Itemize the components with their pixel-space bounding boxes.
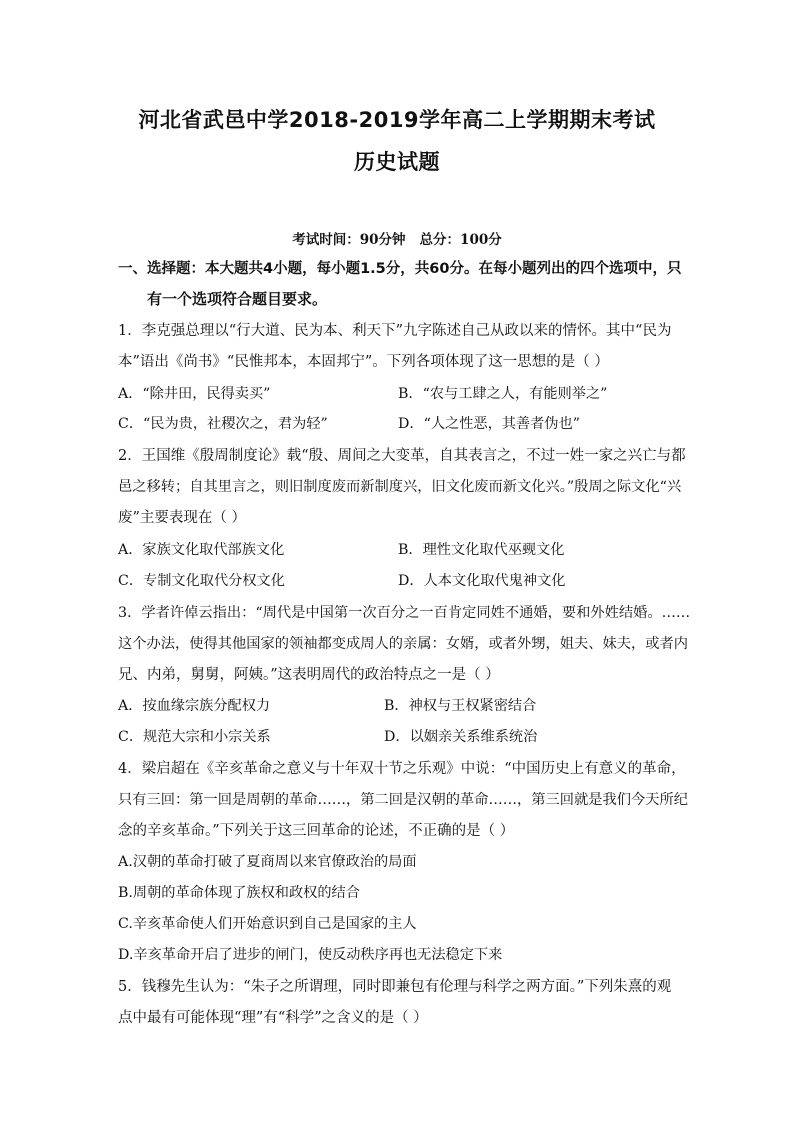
question-3-option-a: A．按血缘宗族分配权力	[118, 698, 271, 714]
question-3-option-b: B．神权与王权紧密结合	[384, 698, 537, 714]
question-4-line-3: 念的辛亥革命。”下列关于这三回革命的论述，不正确的是（ ）	[118, 823, 515, 839]
question-1-option-c: C．“民为贵，社稷次之，君为轻”	[118, 416, 328, 432]
question-4-line-1: 4．梁启超在《辛亥革命之意义与十年双十节之乐观》中说：“中国历史上有意义的革命，	[118, 761, 686, 777]
question-3-option-d: D．以姻亲关系维系统治	[384, 729, 538, 745]
question-3-option-c: C．规范大宗和小宗关系	[118, 729, 271, 745]
question-2-option-c: C．专制文化取代分权文化	[118, 573, 285, 589]
question-1-option-d: D．“人之性恶，其善者伪也”	[398, 416, 580, 432]
exam-title: 河北省武邑中学2018-2019学年高二上学期期末考试	[138, 108, 656, 132]
question-4-option-a: A.汉朝的革命打破了夏商周以来官僚政治的局面	[118, 854, 417, 870]
question-1-line-2: 本”语出《尚书》“民惟邦本，本固邦宁”。下列各项体现了这一思想的是（ ）	[118, 354, 609, 370]
subject-title: 历史试题	[354, 150, 440, 174]
question-1-option-b: B．“农与工肆之人，有能则举之”	[398, 386, 608, 402]
question-1-option-a: A．“除井田，民得卖买”	[118, 386, 271, 402]
question-2-option-a: A．家族文化取代部族文化	[118, 542, 285, 558]
question-4-option-b: B.周朝的革命体现了族权和政权的结合	[118, 885, 360, 901]
question-3-line-3: 兄、内弟，舅舅，阿姨。”这表明周代的政治特点之一是（ ）	[118, 667, 500, 683]
question-4-line-2: 只有三回：第一回是周朝的革命……，第二回是汉朝的革命……，第三回就是我们今天所纪	[118, 792, 689, 808]
question-2-line-2: 邑之移转；自其里言之，则旧制度废而新制度兴，旧文化废而新文化兴。”殷周之际文化“兴	[118, 479, 682, 495]
question-2-line-3: 废”主要表现在（ ）	[118, 510, 247, 526]
question-3-line-1: 3．学者许倬云指出：“周代是中国第一次百分之一百肯定同姓不通婚，要和外姓结婚。……	[118, 605, 691, 621]
section-heading: 一、选择题：本大题共4小题，每小题1.5分，共60分。在每小题列出的四个选项中，只	[118, 261, 682, 277]
question-4-option-c: C.辛亥革命使人们开始意识到自己是国家的主人	[118, 916, 417, 932]
question-5-line-1: 5．钱穆先生认为：“朱子之所谓理，同时即兼包有伦理与科学之两方面。”下列朱熹的观	[118, 979, 672, 995]
question-5-line-2: 点中最有可能体现“理”有“科学”之含义的是（ ）	[118, 1010, 428, 1026]
question-3-line-2: 这个办法，使得其他国家的领袖都变成周人的亲属：女婿，或者外甥，姐夫、妹夫，或者内	[118, 636, 689, 652]
question-1-line-1: 1．李克强总理以“行大道、民为本、利天下”九字陈述自己从政以来的情怀。其中“民为	[118, 323, 672, 339]
section-heading-cont: 有一个选项符合题目要求。	[147, 290, 328, 308]
question-2-option-b: B．理性文化取代巫觋文化	[398, 542, 565, 558]
exam-time: 考试时间：90分钟	[292, 232, 406, 248]
total-score: 总分：100分	[419, 232, 502, 248]
question-2-option-d: D．人本文化取代鬼神文化	[398, 573, 566, 589]
question-2-line-1: 2．王国维《殷周制度论》载“殷、周间之大变革，自其表言之，不过一姓一家之兴亡与都	[118, 448, 686, 464]
question-4-option-d: D.辛亥革命开启了进步的闸门，使反动秩序再也无法稳定下来	[118, 947, 503, 963]
exam-info	[0, 228, 794, 248]
